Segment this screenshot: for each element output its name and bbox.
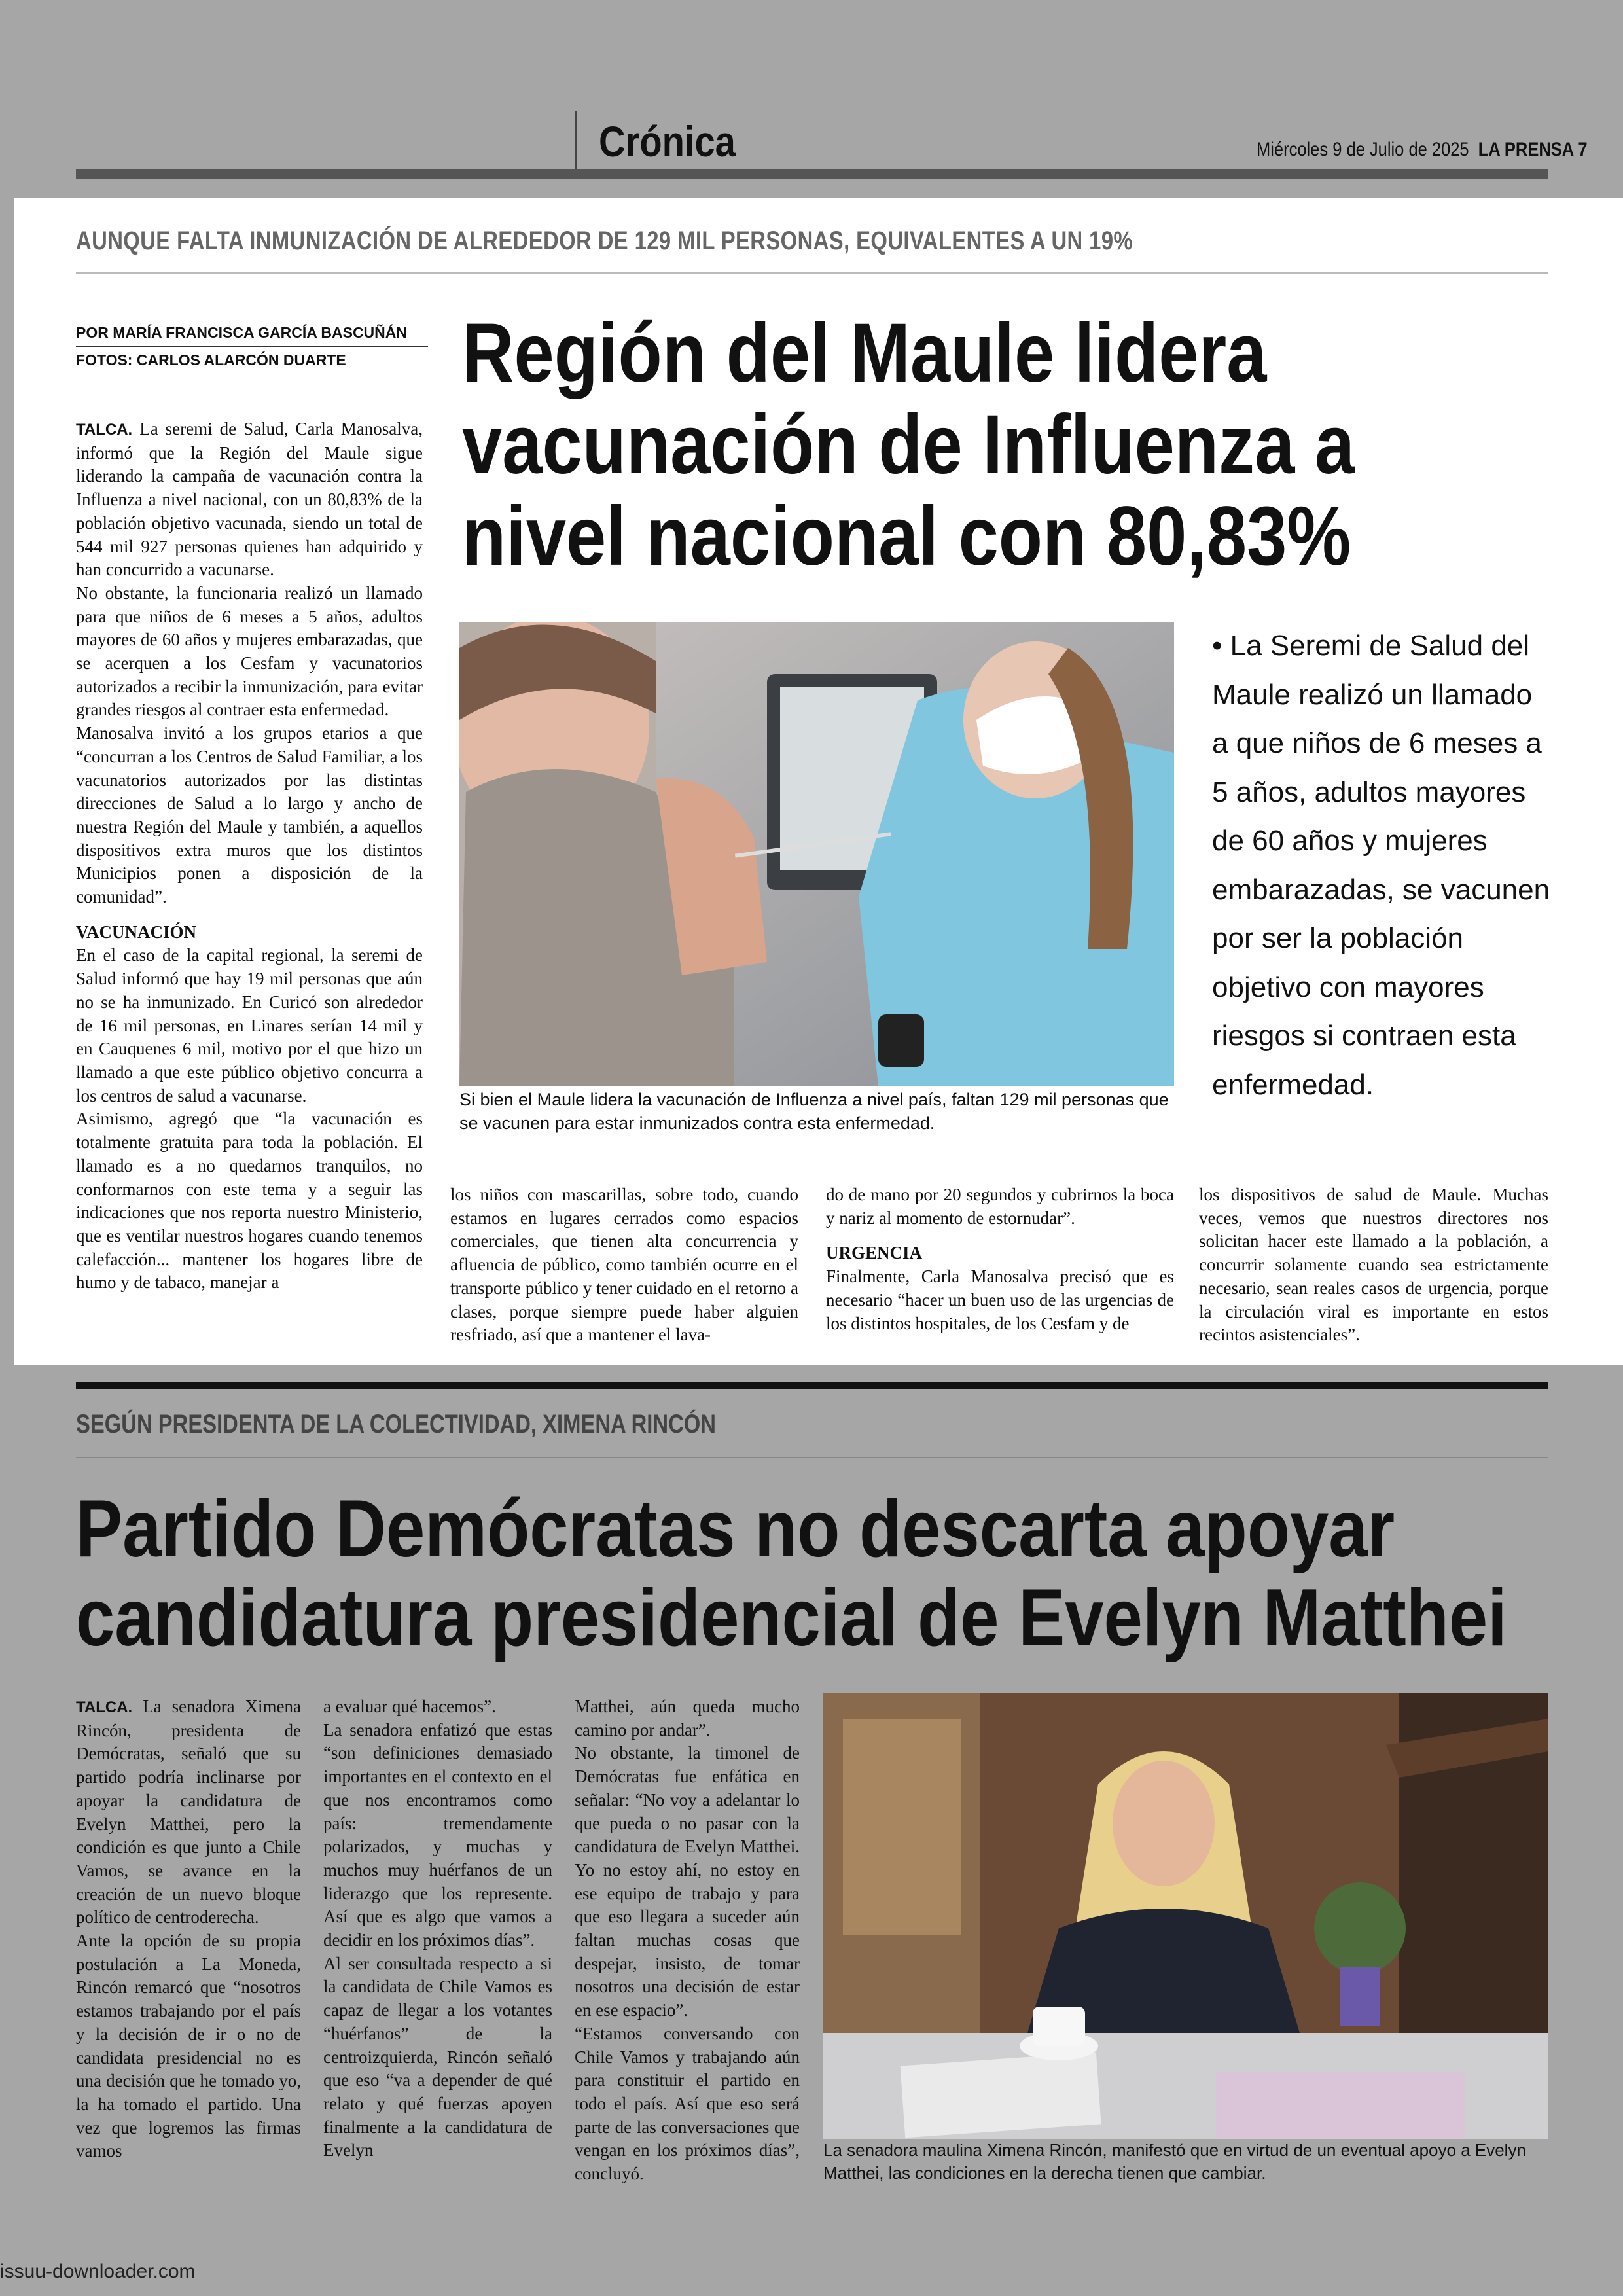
header-divider <box>575 111 577 169</box>
paragraph: La senadora enfatizó que estas “son definiciones demasiado importantes en el contexto en el que nos encontramos como país: tremendamente polarizados, y muchas y muchos muy huérfanos de un liderazgo que los represente. Así que es algo que vamos a decidir en los próximos días”. <box>323 1719 552 1950</box>
paragraph: do de mano por 20 segundos y cubrirnos la boca y nariz al momento de estornudar”. <box>826 1185 1174 1228</box>
subheading: URGENCIA <box>826 1243 923 1263</box>
article-column-4 <box>1199 1183 1548 1347</box>
header-bar <box>76 169 1548 179</box>
photo-credit: FOTOS: CARLOS ALARCÓN DUARTE <box>76 351 346 368</box>
paragraph: los niños con mascarillas, sobre todo, cuando estamos en lugares cerrados como espacios comerciales, que tienen alta concurrencia y afluencia de público, como también ocurre en el transporte público y tener cuidado en el retorno a clases, porque siempre puede haber alguien resfriado, así que a mantener el lava- <box>450 1185 798 1345</box>
photo-illustration <box>459 622 1174 1086</box>
article-headline <box>462 308 1419 583</box>
author-credit: POR MARÍA FRANCISCA GARCÍA BASCUÑÁN <box>76 324 407 341</box>
lead-text: La senadora Ximena Rincón, presidenta de Demócratas, señaló que su partido podría inclinarse por apoyar la candidatura de Evelyn Matthei, pero la condición es que junto a Chile Vamos, se avance en la creación de un nuevo bloque político de centroderecha. <box>76 1696 301 1928</box>
issue-date: Miércoles 9 de Julio de 2025 <box>1257 139 1469 160</box>
byline <box>76 319 428 373</box>
dateline-city: TALCA. <box>76 1698 133 1716</box>
paragraph: los dispositivos de salud de Maule. Muchas veces, vemos que nuestros directores nos solicitan hacer este llamado a la población, a concurrir solamente cuando sea estrictamente necesario, sean reales casos de urgencia, porque la circulación viral es importante en estos recintos asistenciales”. <box>1199 1185 1548 1345</box>
article-column-3 <box>826 1183 1174 1335</box>
article-kicker: SEGÚN PRESIDENTA DE LA COLECTIVIDAD, XIMENA RINCÓN <box>76 1410 716 1439</box>
headline-line: vacunación de Influenza a <box>462 398 1355 492</box>
paragraph: a evaluar qué hacemos”. <box>323 1696 496 1716</box>
article-column-1 <box>76 418 423 1295</box>
paragraph: Al ser consultada respecto a si la candidata de Chile Vamos es capaz de llegar a los votantes “huérfanos” de la centroizquierda, Rincón señaló que eso “va a depender de qué relato y qué fuerzas apoyen finalmente a la candidatura de Evelyn <box>323 1953 552 2161</box>
paragraph: “Estamos conversando con Chile Vamos y trabajando aún para constituir el partido en todo el país. Así que eso será parte de las conversaciones que vengan en los próximos días”, concluyó. <box>575 2023 800 2184</box>
article-column-2 <box>323 1695 552 2162</box>
photo-caption: La senadora maulina Ximena Rincón, manifestó que en virtud de un eventual apoyo a Evelyn Matthei, las condiciones en la derecha tienen que cambiar. <box>823 2140 1526 2183</box>
article-kicker: AUNQUE FALTA INMUNIZACIÓN DE ALREDEDOR DE 129 MIL PERSONAS, EQUIVALENTES A UN 19% <box>76 226 1133 255</box>
photo-illustration <box>823 1693 1548 2139</box>
paragraph <box>76 418 423 582</box>
article-column-2 <box>450 1183 798 1347</box>
kicker-rule <box>76 1457 1548 1458</box>
headline-line: Región del Maule lidera <box>462 306 1267 400</box>
pull-quote-text: La Seremi de Salud del Maule realizó un llamado a que niños de 6 meses a 5 años, adultos mayores de 60 años y mujeres embarazadas, se vacunen por ser la población objetivo con mayores riesgos si contraen esta enfermedad. <box>1212 630 1550 1101</box>
paragraph: En el caso de la capital regional, la seremi de Salud informó que hay 19 mil personas que aún no se ha inmunizado. En Curicó son alrededor de 16 mil personas, en Linares serían 14 mil y en Cauquenes 6 mil, motivo por el que hizo un llamado a que este público objetivo concurra a los centros de salud a vacunarse. <box>76 945 423 1105</box>
headline-line: nivel nacional con 80,83% <box>462 490 1351 583</box>
senator-photo <box>823 1693 1548 2139</box>
dateline <box>1257 139 1588 161</box>
paragraph: No obstante, la funcionaria realizó un llamado para que niños de 6 meses a 5 años, adultos mayores de 60 años y mujeres embarazadas, que se acerquen a los Cesfam y vacunatorios autorizados a recibir la inmunización, para evitar grandes riesgos al contraer esta enfermedad. <box>76 583 423 720</box>
kicker-rule <box>76 272 1548 274</box>
article-divider-bar <box>76 1382 1548 1389</box>
bullet-glyph: • <box>1212 630 1222 662</box>
paragraph: Matthei, aún queda mucho camino por andar”. <box>575 1696 800 1740</box>
paragraph: No obstante, la timonel de Demócratas fue enfática en señalar: “No voy a adelantar lo que pueda o no pasar con la candidatura de Evelyn Matthei. Yo no estoy ahí, no estoy en ese equipo de trabajo y para que eso llegara a suceder aún faltan muchas cosas que despejar, insisto, de tomar nosotros una decisión de estar en ese espacio”. <box>575 1743 800 2020</box>
headline-line: candidatura presidencial de Evelyn Matthei <box>76 1573 1507 1663</box>
watermark: issuu-downloader.com <box>0 2261 196 2282</box>
article-column-1 <box>76 1695 301 2163</box>
subheading: VACUNACIÓN <box>76 922 197 942</box>
paragraph: Asimismo, agregó que “la vacunación es totalmente gratuita para toda la población. El llamado es a no quedarnos tranquilos, no conformarnos con este tema y a seguir las indicaciones que nos reporta nuestro Ministerio, que es ventilar nuestros hogares cuando tenemos calefacción... mantener los hogares libre de humo y de tabaco, manejar a <box>76 1109 423 1293</box>
paragraph: Finalmente, Carla Manosalva precisó que es necesario “hacer un buen uso de las urgencias de los distintos hospitales, de los Cesfam y de <box>826 1266 1174 1333</box>
article-headline <box>76 1484 1507 1663</box>
photo-caption: Si bien el Maule lidera la vacunación de Influenza a nivel país, faltan 129 mil personas que se vacunen para estar inmunizados contra esta enfermedad. <box>459 1090 1169 1133</box>
section-title: Crónica <box>599 117 736 166</box>
lead-text: La seremi de Salud, Carla Manosalva, informó que la Región del Maule sigue liderando la campaña de vacunación contra la Influenza a nivel nacional, con un 80,83% de la población objetivo vacunada, siendo un total de 544 mil 927 personas quienes han adquirido y han concurrido a vacunarse. <box>76 419 423 580</box>
paragraph: Ante la opción de su propia postulación a La Moneda, Rincón remarcó que “nosotros estamos trabajando por el país y la decisión de ir o no de candidata presidencial no es una decisión que he tomado yo, la ha tomado el partido. Una vez que logremos las firmas vamos <box>76 1931 301 2161</box>
paper-page: LA PRENSA 7 <box>1478 139 1588 160</box>
vaccination-photo <box>459 622 1174 1086</box>
paragraph: Manosalva invitó a los grupos etarios a que “concurran a los Centros de Salud Familiar, a los vacunatorios autorizados por las distintas direcciones de Salud a lo largo y ancho de nuestra Región del Maule y también, a aquellos dispositivos extra muros que los distintos Municipios ponen a disposición de la comunidad”. <box>76 723 423 907</box>
paragraph <box>76 1695 301 1929</box>
article-column-3 <box>575 1695 800 2186</box>
dateline-city: TALCA. <box>76 421 133 439</box>
headline-line: Partido Demócratas no descarta apoyar <box>76 1484 1395 1574</box>
pull-quote <box>1212 622 1552 1109</box>
